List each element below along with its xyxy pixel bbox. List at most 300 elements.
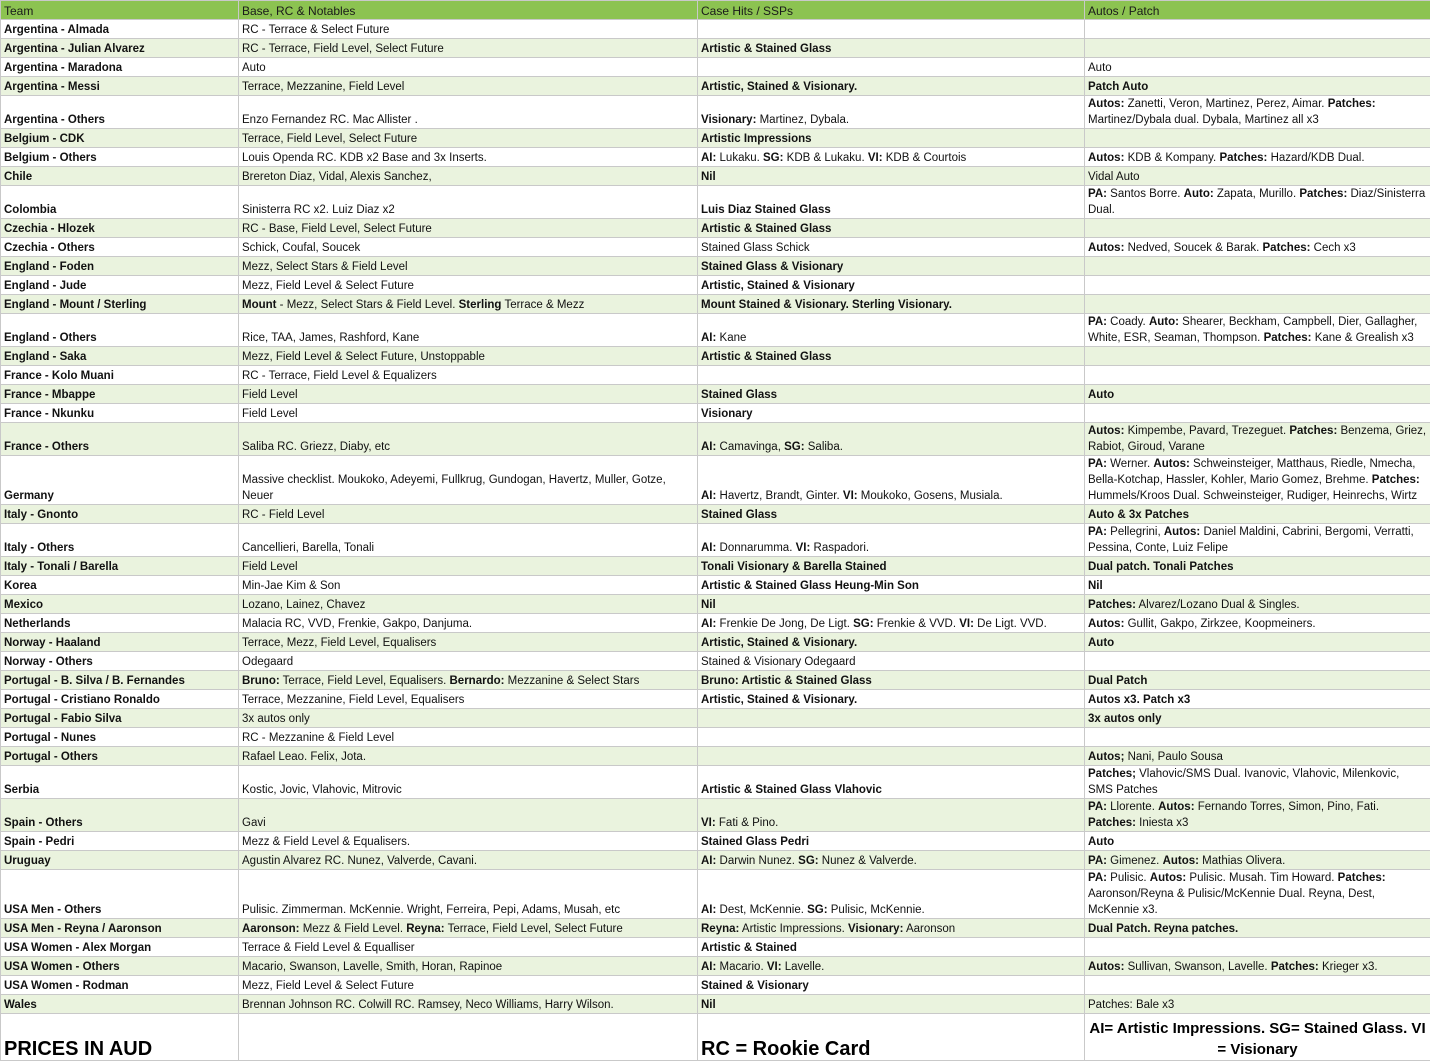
case-hits-cell[interactable] [698,148,1085,167]
team-cell[interactable]: USA Women - Alex Morgan [1,938,239,957]
bold-segment: PA: [1088,188,1107,200]
base-cell[interactable] [239,870,698,919]
bold-segment: Bruno: Artistic & Stained Glass [701,675,872,687]
team-cell[interactable]: Italy - Others [1,524,239,557]
base-cell[interactable] [239,832,698,851]
base-cell[interactable] [239,747,698,766]
autos-cell[interactable] [1085,709,1430,728]
autos-cell[interactable] [1085,77,1430,96]
text-segment: KDB & Courtois [882,152,967,164]
case-hits-cell[interactable] [698,919,1085,938]
base-cell[interactable] [239,295,698,314]
text-segment: Rafael Leao. Felix, Jota. [242,751,367,763]
base-cell[interactable] [239,347,698,366]
bold-segment: VI: [959,618,974,630]
case-hits-cell[interactable] [698,167,1085,186]
bold-segment: SG: [807,904,828,916]
base-cell[interactable] [239,257,698,276]
bold-segment: Autos: [1088,242,1125,254]
table-row [1,851,1430,870]
text-segment: Raspadori. [810,542,870,554]
autos-cell[interactable] [1085,832,1430,851]
bold-segment: Autos: [1149,872,1187,884]
autos-cell[interactable] [1085,919,1430,938]
autos-cell[interactable] [1085,671,1430,690]
autos-cell[interactable] [1085,938,1430,957]
bold-segment: VI: [766,961,782,973]
case-hits-cell[interactable] [698,957,1085,976]
bold-segment: Patches: [1371,474,1420,486]
text-segment: Frenkie De Jong, De Ligt. [716,618,854,630]
team-cell[interactable]: USA Men - Reyna / Aaronson [1,919,239,938]
text-segment: Mezzanine & Select Stars [504,675,640,687]
bold-segment: Reyna: [406,923,445,935]
base-cell[interactable] [239,39,698,58]
bold-segment: Nil [701,171,716,183]
team-cell[interactable]: USA Men - Others [1,870,239,919]
text-segment: Lozano, Lainez, Chavez [242,599,366,611]
case-hits-cell[interactable] [698,766,1085,799]
text-segment: Malacia RC, VVD, Frenkie, Gakpo, Danjuma. [242,618,473,630]
autos-cell[interactable] [1085,557,1430,576]
team-cell[interactable]: France - Kolo Muani [1,366,239,385]
case-hits-cell[interactable] [698,747,1085,766]
team-cell[interactable]: England - Saka [1,347,239,366]
autos-cell[interactable] [1085,404,1430,423]
team-cell[interactable]: England - Others [1,314,239,347]
bold-segment: Artistic, Stained & Visionary. [701,81,858,93]
case-hits-cell[interactable] [698,58,1085,77]
team-cell[interactable]: Spain - Pedri [1,832,239,851]
team-cell[interactable]: Portugal - B. Silva / B. Fernandes [1,671,239,690]
base-cell[interactable] [239,557,698,576]
text-segment: Patches: Bale x3 [1088,999,1175,1011]
team-cell[interactable]: Norway - Haaland [1,633,239,652]
autos-cell[interactable] [1085,238,1430,257]
text-segment: Zanetti, Veron, Martinez, Perez, Aimar. [1124,98,1328,110]
autos-cell[interactable] [1085,58,1430,77]
base-cell[interactable] [239,576,698,595]
text-segment: Gimenez. [1106,855,1163,867]
team-cell[interactable]: Belgium - CDK [1,129,239,148]
bold-segment: Bernardo: [449,675,505,687]
base-cell[interactable] [239,148,698,167]
header-base[interactable]: Base, RC & Notables [239,1,698,20]
autos-cell[interactable] [1085,20,1430,39]
table-row [1,938,1430,957]
bold-segment: Bruno: [242,675,280,687]
team-cell[interactable]: England - Foden [1,257,239,276]
base-cell[interactable] [239,77,698,96]
case-hits-cell[interactable] [698,709,1085,728]
text-segment: Auto [1088,62,1112,74]
case-hits-cell[interactable] [698,576,1085,595]
case-hits-cell[interactable] [698,385,1085,404]
prices-note: PRICES IN AUD [4,1038,153,1060]
table-row [1,219,1430,238]
footer-rc-cell[interactable] [698,1014,1085,1061]
team-cell[interactable]: Argentina - Almada [1,20,239,39]
autos-cell[interactable] [1085,423,1430,456]
case-hits-cell[interactable] [698,851,1085,870]
autos-cell[interactable] [1085,96,1430,129]
base-cell[interactable] [239,20,698,39]
case-hits-cell[interactable] [698,257,1085,276]
autos-cell[interactable] [1085,347,1430,366]
text-segment: Stained & Visionary Odegaard [701,656,856,668]
bold-segment: Autos: [1163,526,1201,538]
bold-segment: SG: [853,618,874,630]
table-row [1,129,1430,148]
case-hits-cell[interactable] [698,799,1085,832]
table-row [1,276,1430,295]
bold-segment: AI: [701,441,717,453]
bold-segment: Autos: [1088,961,1125,973]
autos-cell[interactable] [1085,851,1430,870]
table-row [1,58,1430,77]
autos-cell[interactable] [1085,167,1430,186]
team-cell[interactable]: Spain - Others [1,799,239,832]
team-cell[interactable]: Argentina - Maradona [1,58,239,77]
header-row [1,1,1430,20]
bold-segment: Luis Diaz Stained Glass [701,204,831,216]
bold-segment: Artistic & Stained [701,942,797,954]
case-hits-cell[interactable] [698,728,1085,747]
autos-cell[interactable] [1085,39,1430,58]
team-cell[interactable]: Portugal - Fabio Silva [1,709,239,728]
table-row [1,96,1430,129]
base-cell[interactable] [239,167,698,186]
text-segment: Terrace, Mezzanine, Field Level, Equalisers [242,694,465,706]
team-cell[interactable]: France - Mbappe [1,385,239,404]
text-segment: Cancellieri, Barella, Tonali [242,542,375,554]
footer-row [1,1014,1430,1061]
table-row [1,671,1430,690]
team-cell[interactable]: Colombia [1,186,239,219]
rookie-card-note: RC = Rookie Card [701,1038,871,1060]
text-segment: Fernando Torres, Simon, Pino, Fati. [1194,801,1380,813]
case-hits-cell[interactable] [698,505,1085,524]
text-segment: Pulisic. Zimmerman. McKennie. Wright, Ferreira, Pepi, Adams, Musah, etc [242,904,621,916]
team-cell[interactable]: Korea [1,576,239,595]
case-hits-cell[interactable] [698,938,1085,957]
team-cell[interactable]: Argentina - Others [1,96,239,129]
autos-cell[interactable] [1085,129,1430,148]
case-hits-cell[interactable] [698,456,1085,505]
team-cell[interactable]: Italy - Tonali / Barella [1,557,239,576]
base-cell[interactable] [239,276,698,295]
table-row [1,614,1430,633]
base-cell[interactable] [239,314,698,347]
table-row [1,633,1430,652]
footer-legend-cell[interactable] [1085,1014,1430,1061]
team-cell[interactable]: Czechia - Hlozek [1,219,239,238]
team-cell[interactable]: Portugal - Nunes [1,728,239,747]
base-cell[interactable] [239,404,698,423]
bold-segment: Stained Glass & Visionary [701,261,844,273]
bold-segment: VI: [842,490,858,502]
base-cell[interactable] [239,633,698,652]
table-row [1,690,1430,709]
team-cell[interactable]: Italy - Gnonto [1,505,239,524]
footer-empty-cell[interactable] [239,1014,698,1061]
bold-segment: Patches: [1088,599,1136,611]
text-segment: Enzo Fernandez RC. Mac Allister . [242,114,418,126]
autos-cell[interactable] [1085,505,1430,524]
base-cell[interactable] [239,96,698,129]
case-hits-cell[interactable] [698,557,1085,576]
team-cell[interactable]: Argentina - Julian Alvarez [1,39,239,58]
autos-cell[interactable] [1085,219,1430,238]
case-hits-cell[interactable] [698,614,1085,633]
autos-cell[interactable] [1085,314,1430,347]
case-hits-cell[interactable] [698,347,1085,366]
text-segment: Rice, TAA, James, Rashford, Kane [242,332,420,344]
bold-segment: Auto: [1148,316,1179,328]
team-cell[interactable]: Belgium - Others [1,148,239,167]
bold-segment: Reyna: [701,923,740,935]
table-row [1,595,1430,614]
base-cell[interactable] [239,238,698,257]
base-cell[interactable] [239,851,698,870]
bold-segment: Autos: [1153,458,1190,470]
case-hits-cell[interactable] [698,404,1085,423]
text-segment: Shearer, Beckham, Campbell, Dier, Gallagher, White, ESR, Seaman, Thompson. [1088,316,1418,344]
text-segment: Mezz & Field Level. [299,923,407,935]
team-cell[interactable]: Portugal - Cristiano Ronaldo [1,690,239,709]
case-hits-cell[interactable] [698,690,1085,709]
base-cell[interactable] [239,423,698,456]
base-cell[interactable] [239,690,698,709]
autos-cell[interactable] [1085,366,1430,385]
base-cell[interactable] [239,671,698,690]
bold-segment: 3x autos only [1088,713,1162,725]
autos-cell[interactable] [1085,614,1430,633]
case-hits-cell[interactable] [698,314,1085,347]
text-segment: Cech x3 [1310,242,1356,254]
table-row [1,709,1430,728]
bold-segment: VI: [701,817,716,829]
autos-cell[interactable] [1085,633,1430,652]
autos-cell[interactable] [1085,295,1430,314]
team-cell[interactable]: Wales [1,995,239,1014]
case-hits-cell[interactable] [698,870,1085,919]
team-cell[interactable]: England - Mount / Sterling [1,295,239,314]
case-hits-cell[interactable] [698,219,1085,238]
team-cell[interactable]: USA Women - Rodman [1,976,239,995]
base-cell[interactable] [239,595,698,614]
autos-cell[interactable] [1085,257,1430,276]
case-hits-cell[interactable] [698,295,1085,314]
bold-segment: Patches: [1299,188,1348,200]
table-row [1,728,1430,747]
case-hits-cell[interactable] [698,366,1085,385]
base-cell[interactable] [239,219,698,238]
team-cell[interactable]: Argentina - Messi [1,77,239,96]
text-segment: Brennan Johnson RC. Colwill RC. Ramsey, Neco Williams, Harry Wilson. [242,999,614,1011]
bold-segment: Artistic & Stained Glass Vlahovic [701,784,882,796]
case-hits-cell[interactable] [698,129,1085,148]
autos-cell[interactable] [1085,870,1430,919]
base-cell[interactable] [239,957,698,976]
team-cell[interactable]: USA Women - Others [1,957,239,976]
header-case-hits[interactable]: Case Hits / SSPs [698,1,1085,20]
text-segment: RC - Terrace & Select Future [242,24,390,36]
autos-cell[interactable] [1085,957,1430,976]
base-cell[interactable] [239,614,698,633]
case-hits-cell[interactable] [698,595,1085,614]
text-segment: De Ligt. VVD. [973,618,1047,630]
autos-cell[interactable] [1085,690,1430,709]
case-hits-cell[interactable] [698,652,1085,671]
text-segment: Schweinsteiger, Matthaus, Riedle, Nmecha, Bella-Kotchap, Hassler, Kohler, Mario Gomez, Brehme. [1088,458,1416,486]
base-cell[interactable] [239,919,698,938]
autos-cell[interactable] [1085,276,1430,295]
team-cell[interactable]: Czechia - Others [1,238,239,257]
bold-segment: Patches: [1289,425,1338,437]
team-cell[interactable]: France - Nkunku [1,404,239,423]
base-cell[interactable] [239,129,698,148]
bold-segment: AI: [701,855,717,867]
bold-segment: Auto [1088,637,1115,649]
case-hits-cell[interactable] [698,524,1085,557]
bold-segment: AI: [701,542,717,554]
table-row [1,423,1430,456]
table-row [1,870,1430,919]
autos-cell[interactable] [1085,652,1430,671]
case-hits-cell[interactable] [698,832,1085,851]
autos-cell[interactable] [1085,799,1430,832]
team-cell[interactable]: Portugal - Others [1,747,239,766]
autos-cell[interactable] [1085,728,1430,747]
bold-segment: AI: [701,490,717,502]
bold-segment: Nil [1088,580,1103,592]
text-segment: Mezz, Field Level & Select Future, Unstoppable [242,351,485,363]
team-cell[interactable]: Mexico [1,595,239,614]
table-row [1,314,1430,347]
text-segment: Aaronson [903,923,956,935]
base-cell[interactable] [239,938,698,957]
text-segment: Donnarumma. [716,542,796,554]
autos-cell[interactable] [1085,186,1430,219]
case-hits-cell[interactable] [698,186,1085,219]
bold-segment: Stained Glass [701,389,778,401]
bold-segment: Auto [1088,389,1115,401]
footer-prices-cell[interactable] [1,1014,239,1061]
case-hits-cell[interactable] [698,671,1085,690]
autos-cell[interactable] [1085,148,1430,167]
text-segment: Mezz & Field Level & Equalisers. [242,836,411,848]
text-segment: Saliba RC. Griezz, Diaby, etc [242,441,391,453]
case-hits-cell[interactable] [698,77,1085,96]
case-hits-cell[interactable] [698,995,1085,1014]
case-hits-cell[interactable] [698,20,1085,39]
base-cell[interactable] [239,186,698,219]
autos-cell[interactable] [1085,524,1430,557]
base-cell[interactable] [239,799,698,832]
base-cell[interactable] [239,995,698,1014]
bold-segment: Autos x3. Patch x3 [1088,694,1191,706]
autos-cell[interactable] [1085,995,1430,1014]
base-cell[interactable] [239,728,698,747]
case-hits-cell[interactable] [698,238,1085,257]
team-cell[interactable]: England - Jude [1,276,239,295]
base-cell[interactable] [239,652,698,671]
case-hits-cell[interactable] [698,423,1085,456]
base-cell[interactable] [239,456,698,505]
team-cell[interactable]: Uruguay [1,851,239,870]
team-cell[interactable]: Netherlands [1,614,239,633]
case-hits-cell[interactable] [698,633,1085,652]
table-row [1,799,1430,832]
base-cell[interactable] [239,976,698,995]
text-segment: Odegaard [242,656,294,668]
team-cell[interactable]: Norway - Others [1,652,239,671]
autos-cell[interactable] [1085,576,1430,595]
bold-segment: PA: [1088,872,1107,884]
text-segment: Sullivan, Swanson, Lavelle. [1124,961,1271,973]
text-segment: Nedved, Soucek & Barak. [1124,242,1263,254]
table-row [1,20,1430,39]
text-segment: - Mezz, Select Stars & Field Level. [276,299,459,311]
text-segment: Daniel Maldini, Cabrini, Bergomi, Verratti, Pessina, Conte, Luiz Felipe [1088,526,1414,554]
bold-segment: Patches: [1337,872,1386,884]
autos-cell[interactable] [1085,747,1430,766]
bold-segment: PA: [1088,855,1107,867]
text-segment: Pellegrini, [1106,526,1164,538]
bold-segment: Patches: [1270,961,1319,973]
case-hits-cell[interactable] [698,96,1085,129]
header-autos[interactable]: Autos / Patch [1085,1,1430,20]
text-segment: Kimpembe, Pavard, Trezeguet. [1124,425,1290,437]
base-cell[interactable] [239,385,698,404]
team-cell[interactable]: Serbia [1,766,239,799]
base-cell[interactable] [239,366,698,385]
case-hits-cell[interactable] [698,276,1085,295]
bold-segment: AI: [701,904,717,916]
autos-cell[interactable] [1085,385,1430,404]
autos-cell[interactable] [1085,976,1430,995]
autos-cell[interactable] [1085,766,1430,799]
bold-segment: VI: [867,152,883,164]
base-cell[interactable] [239,766,698,799]
table-row [1,832,1430,851]
base-cell[interactable] [239,505,698,524]
team-cell[interactable]: France - Others [1,423,239,456]
base-cell[interactable] [239,58,698,77]
case-hits-cell[interactable] [698,976,1085,995]
bold-segment: PA: [1088,526,1107,538]
team-cell[interactable]: Chile [1,167,239,186]
bold-segment: VI: [795,542,811,554]
bold-segment: AI: [701,618,717,630]
text-segment: Pulisic. [1106,872,1150,884]
text-segment: Terrace, Field Level, Select Future [444,923,623,935]
base-cell[interactable] [239,709,698,728]
table-row [1,976,1430,995]
team-cell[interactable]: Germany [1,456,239,505]
bold-segment: Auto [1088,836,1115,848]
text-segment: Field Level [242,389,298,401]
autos-cell[interactable] [1085,595,1430,614]
header-team[interactable]: Team [1,1,239,20]
case-hits-cell[interactable] [698,39,1085,58]
text-segment: Llorente. [1106,801,1159,813]
text-segment: Mezz, Field Level & Select Future [242,980,414,992]
text-segment: Santos Borre. [1106,188,1184,200]
base-cell[interactable] [239,524,698,557]
autos-cell[interactable] [1085,456,1430,505]
